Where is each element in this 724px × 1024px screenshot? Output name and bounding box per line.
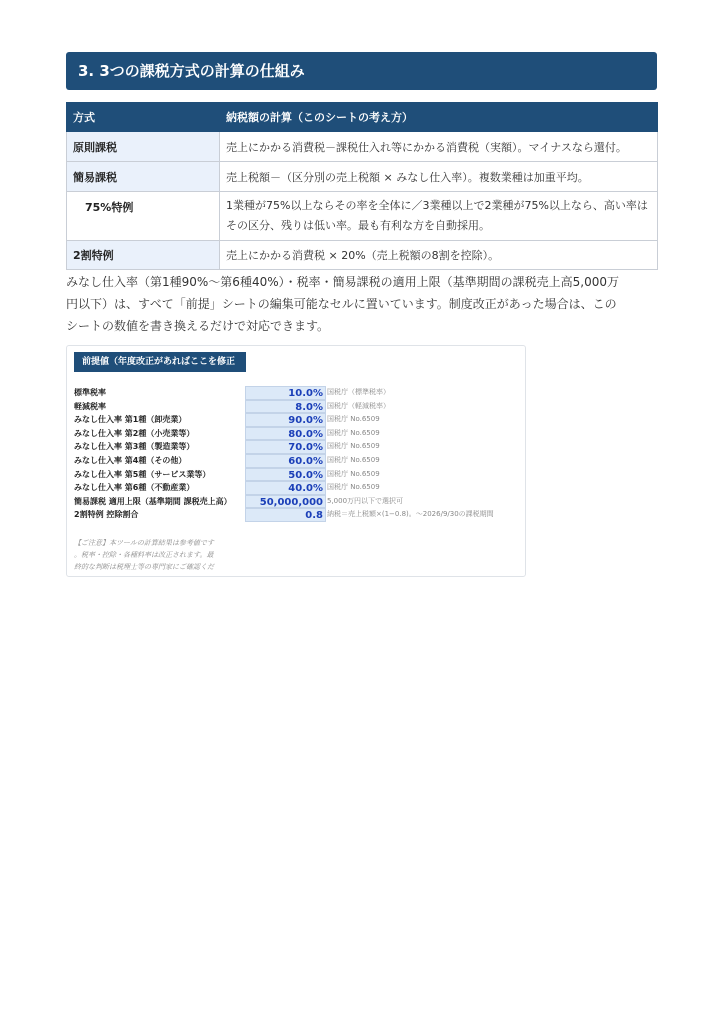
sheet-row — [74, 454, 524, 468]
paragraph-line: シートの数値を書き換えるだけで対応できます。 — [66, 319, 330, 333]
paragraph-line: みなし仕入率（第1種90%〜第6種40%）・税率・簡易課税の適用上限（基準期間の課税売上高5,000万 — [66, 275, 619, 289]
table-header-method: 方式 — [67, 103, 220, 132]
disclaimer-note — [74, 537, 246, 573]
sheet-row — [74, 508, 524, 522]
sheet-value-cell[interactable]: 90.0% — [245, 413, 326, 427]
calc-line: その区分、残りは低い率。最も有利な方を自動採用。 — [226, 219, 490, 232]
sheet-row-source: 国税庁（標準税率） — [327, 388, 390, 396]
table-row — [67, 192, 658, 241]
sheet-value-cell[interactable]: 8.0% — [245, 400, 326, 414]
sheet-row-source: 国税庁 No.6509 — [327, 442, 380, 451]
sheet-row — [74, 495, 524, 509]
sheet-row — [74, 413, 524, 427]
sheet-row-source: 5,000万円以下で選択可 — [327, 496, 404, 505]
calc-line: 1業種が75%以上ならその率を全体に／3業種以上で2業種が75%以上なら、高い率は — [226, 199, 648, 212]
sheet-value-cell[interactable]: 70.0% — [245, 440, 326, 454]
sheet-row-source: 国税庁 No.6509 — [327, 455, 380, 464]
table-header-row — [67, 103, 658, 132]
calc-cell: 売上にかかる消費税－課税仕入れ等にかかる消費税（実額）。マイナスなら還付。 — [220, 132, 658, 162]
explanation-paragraph — [66, 271, 658, 337]
sheet-row-label: 簡易課税 適用上限（基準期間 課税売上高） — [74, 496, 232, 506]
sheet-value-cell[interactable]: 60.0% — [245, 454, 326, 468]
tax-method-table — [66, 102, 658, 270]
method-cell: 簡易課税 — [67, 162, 220, 192]
sheet-row-source: 国税庁 No.6509 — [327, 415, 380, 424]
paragraph-line: 円以下）は、すべて「前提」シートの編集可能なセルに置いています。制度改正があった場合は、この — [66, 297, 617, 311]
sheet-row — [74, 440, 524, 454]
section-title: 3. 3つの課税方式の計算の仕組み — [66, 52, 657, 90]
sheet-value-cell[interactable]: 40.0% — [245, 481, 326, 495]
assumptions-sheet-screenshot — [66, 345, 526, 577]
sheet-row-label: 標準税率 — [74, 388, 106, 397]
sheet-row-source: 国税庁 No.6509 — [327, 428, 380, 437]
sheet-value-cell[interactable]: 10.0% — [245, 386, 326, 400]
table-row — [67, 132, 658, 162]
sheet-row-source: 国税庁 No.6509 — [327, 483, 380, 492]
method-label: 75%特例 — [85, 201, 134, 214]
sheet-row-label: みなし仕入率 第5種（サービス業等） — [74, 469, 211, 479]
sheet-row — [74, 400, 524, 414]
sheet-row-source: 国税庁（軽減税率） — [327, 401, 390, 410]
sheet-row-label: みなし仕入率 第1種（卸売業） — [74, 415, 187, 425]
sheet-row-label: みなし仕入率 第6種（不動産業） — [74, 483, 195, 493]
sheet-row — [74, 481, 524, 495]
sheet-row-label: 2割特例 控除割合 — [74, 510, 139, 520]
sheet-value-cell[interactable]: 0.8 — [245, 508, 326, 522]
table-header-calc: 納税額の計算（このシートの考え方） — [220, 103, 658, 132]
sheet-value-cell[interactable]: 80.0% — [245, 427, 326, 441]
method-cell — [67, 192, 220, 241]
note-line: 終的な判断は税理士等の専門家にご確認くだ — [74, 563, 214, 571]
sheet-row — [74, 386, 524, 400]
sheet-row-label: みなし仕入率 第3種（製造業等） — [74, 442, 195, 452]
sheet-row-source: 納税＝売上税額×(1−0.8)。〜2026/9/30の課税期間 — [327, 510, 494, 519]
sheet-row — [74, 427, 524, 441]
sheet-row-label: みなし仕入率 第4種（その他） — [74, 455, 187, 465]
sheet-title: 前提値（年度改正があればここを修正 — [74, 352, 246, 372]
table-row — [67, 162, 658, 192]
sheet-value-cell[interactable]: 50.0% — [245, 468, 326, 482]
sheet-row-label: 軽減税率 — [74, 401, 106, 411]
sheet-row — [74, 468, 524, 482]
calc-cell: 売上にかかる消費税 × 20%（売上税額の8割を控除）。 — [220, 241, 658, 270]
method-cell: 原則課税 — [67, 132, 220, 162]
sheet-rows — [74, 386, 524, 522]
sheet-row-label: みなし仕入率 第2種（小売業等） — [74, 428, 195, 438]
calc-cell — [220, 192, 658, 241]
table-row — [67, 241, 658, 270]
method-cell: 2割特例 — [67, 241, 220, 270]
note-line: 【ご注意】本ツールの計算結果は参考値です — [74, 539, 214, 547]
sheet-value-cell[interactable]: 50,000,000 — [245, 495, 326, 509]
sheet-row-source: 国税庁 No.6509 — [327, 469, 380, 478]
calc-cell: 売上税額－（区分別の売上税額 × みなし仕入率）。複数業種は加重平均。 — [220, 162, 658, 192]
note-line: 。税率・控除・各種料率は改正されます。最 — [74, 551, 214, 559]
